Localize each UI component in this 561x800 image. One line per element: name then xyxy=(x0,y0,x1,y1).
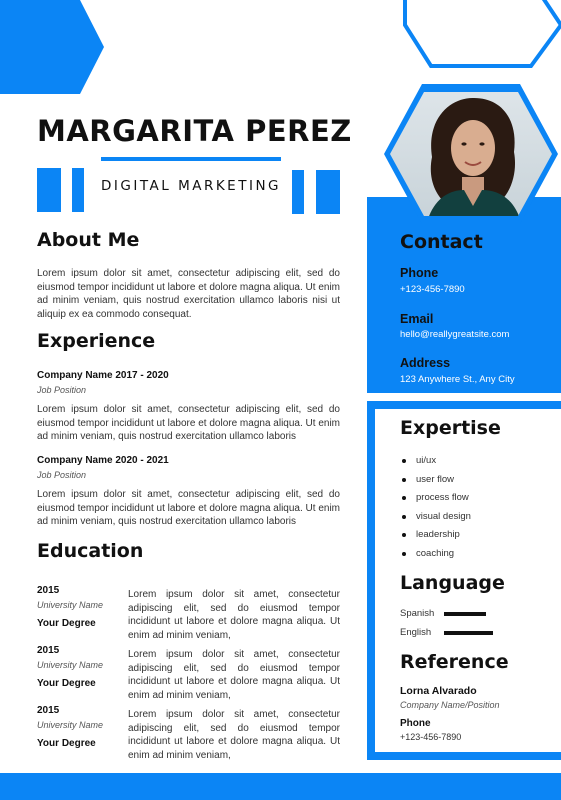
expertise-item: visual design xyxy=(400,511,471,530)
education-year: 2015 xyxy=(37,705,60,716)
education-degree: Your Degree xyxy=(37,678,96,689)
language-name: English xyxy=(400,627,432,638)
education-degree: Your Degree xyxy=(37,618,96,629)
language-heading: Language xyxy=(400,572,505,594)
contact-email[interactable]: hello@reallygreatsite.com xyxy=(400,329,510,340)
expertise-list xyxy=(400,455,471,566)
profile-photo xyxy=(382,82,560,226)
language-level-fill xyxy=(444,612,486,616)
education-text: Lorem ipsum dolor sit amet, consectetur adipiscing elit, sed do eiusmod tempor incididunt ut labore et dolore magna aliqua. Ut enim ad minim veniam, xyxy=(128,649,340,701)
deco-bar-left-2 xyxy=(72,168,84,212)
expertise-item: user flow xyxy=(400,474,471,493)
contact-address: 123 Anywhere St., Any City xyxy=(400,374,515,385)
name-title: MARGARITA PEREZ xyxy=(37,114,352,148)
reference-company: Company Name/Position xyxy=(400,700,500,710)
contact-panel xyxy=(367,197,561,393)
reference-name: Lorna Alvarado xyxy=(400,685,477,697)
contact-phone-label: Phone xyxy=(400,266,439,280)
reference-phone-label: Phone xyxy=(400,718,431,729)
reference-heading: Reference xyxy=(400,651,509,673)
education-heading: Education xyxy=(37,540,144,562)
education-degree: Your Degree xyxy=(37,738,96,749)
contact-heading: Contact xyxy=(400,231,483,253)
top-left-hexagon-decoration xyxy=(0,0,104,94)
language-name: Spanish xyxy=(400,608,435,619)
expertise-item: coaching xyxy=(400,548,471,567)
reference-phone: +123-456-7890 xyxy=(400,732,462,742)
experience-company: Company Name 2020 - 2021 xyxy=(37,455,169,466)
education-year: 2015 xyxy=(37,585,60,596)
expertise-item: ui/ux xyxy=(400,455,471,474)
experience-heading: Experience xyxy=(37,330,156,352)
title-underline xyxy=(101,157,281,161)
deco-bar-right-2 xyxy=(316,170,340,214)
contact-phone[interactable]: +123-456-7890 xyxy=(400,284,465,295)
education-university: University Name xyxy=(37,600,104,610)
expertise-item: leadership xyxy=(400,529,471,548)
contact-email-label: Email xyxy=(400,312,434,326)
deco-bar-right-1 xyxy=(292,170,304,214)
experience-position: Job Position xyxy=(37,470,87,480)
top-right-hexagon-decoration xyxy=(395,0,561,70)
role-subtitle: DIGITAL MARKETING xyxy=(101,178,281,194)
language-level-bar xyxy=(444,631,493,635)
experience-text: Lorem ipsum dolor sit amet, consectetur adipiscing elit, sed do eiusmod tempor incididunt ut labore et dolore magna aliqua. Ut enim ad minim veniam, quis nostrud exercitation ullamco laboris xyxy=(37,404,340,442)
education-year: 2015 xyxy=(37,645,60,656)
education-university: University Name xyxy=(37,720,104,730)
experience-text: Lorem ipsum dolor sit amet, consectetur adipiscing elit, sed do eiusmod tempor incididunt ut labore et dolore magna aliqua. Ut enim ad minim veniam, quis nostrud exercitation ullamco laboris xyxy=(37,489,340,527)
bottom-bar xyxy=(0,773,561,800)
about-heading: About Me xyxy=(37,229,140,251)
language-level-bar xyxy=(444,612,493,616)
language-level-fill xyxy=(444,631,493,635)
education-university: University Name xyxy=(37,660,104,670)
education-text: Lorem ipsum dolor sit amet, consectetur adipiscing elit, sed do eiusmod tempor incididunt ut labore et dolore magna aliqua. Ut enim ad minim veniam, xyxy=(128,709,340,761)
expertise-item: process flow xyxy=(400,492,471,511)
contact-address-label: Address xyxy=(400,356,451,370)
expertise-heading: Expertise xyxy=(400,417,501,439)
about-text: Lorem ipsum dolor sit amet, consectetur adipiscing elit, sed do eiusmod tempor incididunt ut labore et dolore magna aliqua. Ut enim ad minim veniam, quis nostrud exercitation ullamco laboris nisi ut aliquip ex ea commodo consequat. xyxy=(37,268,340,320)
experience-company: Company Name 2017 - 2020 xyxy=(37,370,169,381)
deco-bar-left-1 xyxy=(37,168,61,212)
experience-position: Job Position xyxy=(37,385,87,395)
education-text: Lorem ipsum dolor sit amet, consectetur adipiscing elit, sed do eiusmod tempor incididunt ut labore et dolore magna aliqua. Ut enim ad minim veniam, xyxy=(128,589,340,641)
